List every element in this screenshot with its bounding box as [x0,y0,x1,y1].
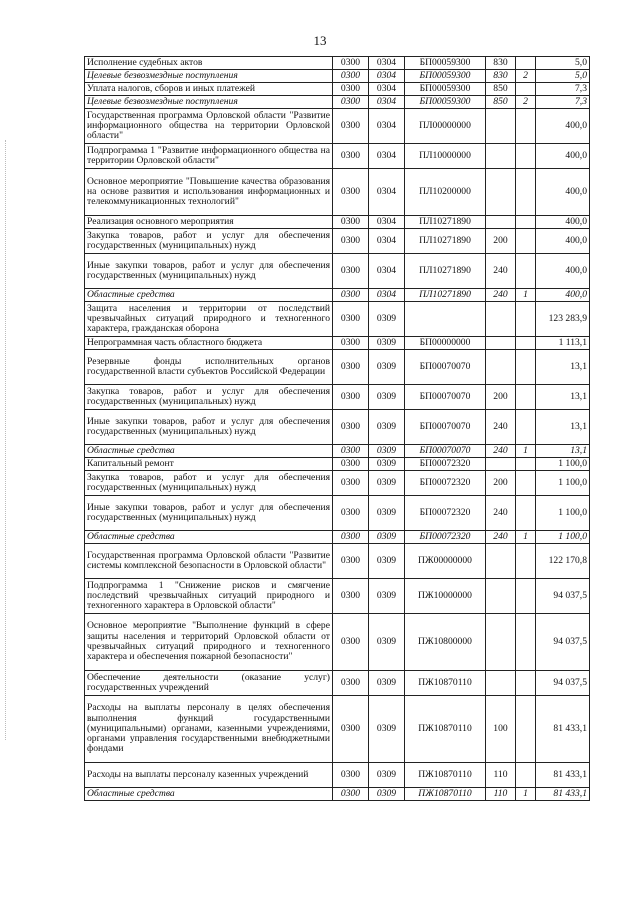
row-amount: 7,3 [536,96,590,109]
row-target-article-code: БП00072320 [405,471,486,496]
row-funding-source-code: 1 [516,289,536,302]
row-target-article-code [405,302,486,337]
row-section-code: 0300 [333,579,369,614]
row-target-article-code: БП00070070 [405,410,486,445]
row-subsection-code: 0309 [369,471,405,496]
table-row [85,350,590,385]
row-expense-type-code [486,302,516,337]
row-section-code: 0300 [333,302,369,337]
row-target-article-code: ПЛ10271890 [405,229,486,254]
row-target-article-code: ПЛ10271890 [405,289,486,302]
table-row [85,410,590,445]
row-amount: 400,0 [536,229,590,254]
row-funding-source-code [516,458,536,471]
row-subsection-code: 0309 [369,788,405,801]
table-row [85,531,590,544]
row-target-article-code: БП00072320 [405,458,486,471]
row-expense-type-code [486,350,516,385]
row-expense-type-code: 200 [486,385,516,410]
row-section-code: 0300 [333,614,369,671]
row-name-cell: Подпрограмма 1 "Развитие информационного общества на территории Орловской области" [85,144,333,169]
row-target-article-code: БП00059300 [405,83,486,96]
row-subsection-code: 0309 [369,544,405,579]
row-expense-type-code: 830 [486,57,516,70]
row-subsection-code: 0309 [369,496,405,531]
row-funding-source-code [516,579,536,614]
row-amount: 400,0 [536,109,590,144]
row-target-article-code: БП00000000 [405,337,486,350]
row-expense-type-code [486,169,516,216]
row-subsection-code: 0309 [369,410,405,445]
row-target-article-code: БП00070070 [405,385,486,410]
row-amount: 5,0 [536,57,590,70]
row-section-code: 0300 [333,144,369,169]
row-subsection-code: 0304 [369,57,405,70]
table-row [85,109,590,144]
row-subsection-code: 0309 [369,763,405,788]
row-funding-source-code [516,614,536,671]
row-name-cell: Целевые безвозмездные поступления [85,70,333,83]
row-section-code: 0300 [333,788,369,801]
row-name-cell: Областные средства [85,788,333,801]
row-target-article-code: БП00070070 [405,350,486,385]
row-amount: 94 037,5 [536,671,590,696]
row-funding-source-code [516,337,536,350]
budget-table-body [85,57,590,801]
row-amount: 13,1 [536,410,590,445]
row-subsection-code: 0304 [369,96,405,109]
row-name-cell: Областные средства [85,531,333,544]
row-amount: 400,0 [536,169,590,216]
row-subsection-code: 0309 [369,385,405,410]
row-name-cell: Капитальный ремонт [85,458,333,471]
table-row [85,579,590,614]
row-name-cell: Резервные фонды исполнительных органов государственной власти субъектов Российской Федерации [85,350,333,385]
row-subsection-code: 0309 [369,579,405,614]
row-section-code: 0300 [333,410,369,445]
table-row [85,216,590,229]
table-row [85,83,590,96]
table-row [85,496,590,531]
row-amount: 5,0 [536,70,590,83]
row-section-code: 0300 [333,496,369,531]
row-funding-source-code [516,350,536,385]
row-target-article-code: ПЖ10870110 [405,696,486,763]
row-expense-type-code: 240 [486,410,516,445]
row-expense-type-code: 830 [486,70,516,83]
page-number: 13 [313,33,327,48]
row-subsection-code: 0304 [369,169,405,216]
row-section-code: 0300 [333,337,369,350]
row-expense-type-code: 240 [486,254,516,289]
row-name-cell: Иные закупки товаров, работ и услуг для обеспечения государственных (муниципальных) нужд [85,410,333,445]
row-target-article-code: БП00070070 [405,445,486,458]
row-expense-type-code: 240 [486,445,516,458]
row-funding-source-code [516,229,536,254]
row-target-article-code: ПЖ10870110 [405,671,486,696]
row-funding-source-code [516,302,536,337]
row-section-code: 0300 [333,458,369,471]
row-section-code: 0300 [333,385,369,410]
table-row [85,614,590,671]
table-row [85,229,590,254]
row-name-cell: Областные средства [85,289,333,302]
table-row [85,763,590,788]
table-row [85,671,590,696]
row-name-cell: Защита населения и территории от последствий чрезвычайных ситуаций природного и техногенного характера, гражданская оборона [85,302,333,337]
row-section-code: 0300 [333,471,369,496]
row-target-article-code: ПЛ00000000 [405,109,486,144]
row-subsection-code: 0304 [369,109,405,144]
row-name-cell: Подпрограмма 1 "Снижение рисков и смягчение последствий чрезвычайных ситуаций природного и техногенного характера в Орловской области" [85,579,333,614]
row-funding-source-code: 1 [516,788,536,801]
row-funding-source-code [516,385,536,410]
row-expense-type-code: 110 [486,788,516,801]
row-funding-source-code [516,169,536,216]
table-row [85,144,590,169]
table-row [85,788,590,801]
row-funding-source-code: 1 [516,445,536,458]
row-subsection-code: 0309 [369,696,405,763]
row-amount: 123 283,9 [536,302,590,337]
row-name-cell: Основное мероприятие "Выполнение функций в сфере защиты населения и территорий Орловской области от чрезвычайных ситуаций природного и техногенного характера и обеспечения пожарной безопасности" [85,614,333,671]
row-name-cell: Обеспечение деятельности (оказание услуг) государственных учреждений [85,671,333,696]
table-row [85,254,590,289]
row-amount: 13,1 [536,445,590,458]
table-row [85,696,590,763]
row-funding-source-code [516,671,536,696]
row-expense-type-code [486,579,516,614]
row-target-article-code: ПЛ10271890 [405,254,486,289]
row-amount: 400,0 [536,254,590,289]
row-funding-source-code [516,763,536,788]
row-funding-source-code: 1 [516,531,536,544]
row-funding-source-code [516,471,536,496]
row-name-cell: Закупка товаров, работ и услуг для обеспечения государственных (муниципальных) нужд [85,229,333,254]
row-funding-source-code [516,83,536,96]
row-target-article-code: ПЖ10870110 [405,763,486,788]
row-amount: 1 100,0 [536,458,590,471]
table-row [85,169,590,216]
row-target-article-code: БП00059300 [405,70,486,83]
row-section-code: 0300 [333,671,369,696]
row-amount: 13,1 [536,350,590,385]
row-amount: 122 170,8 [536,544,590,579]
row-subsection-code: 0309 [369,350,405,385]
row-amount: 400,0 [536,289,590,302]
row-subsection-code: 0304 [369,289,405,302]
row-amount: 1 100,0 [536,531,590,544]
row-expense-type-code: 240 [486,531,516,544]
row-amount: 1 100,0 [536,471,590,496]
row-target-article-code: БП00059300 [405,96,486,109]
row-name-cell: Иные закупки товаров, работ и услуг для обеспечения государственных (муниципальных) нужд [85,496,333,531]
row-expense-type-code [486,458,516,471]
table-row [85,289,590,302]
row-expense-type-code: 200 [486,471,516,496]
row-funding-source-code [516,109,536,144]
row-expense-type-code [486,337,516,350]
row-expense-type-code: 110 [486,763,516,788]
table-row [85,302,590,337]
row-funding-source-code [516,544,536,579]
row-expense-type-code [486,216,516,229]
row-funding-source-code: 2 [516,70,536,83]
row-expense-type-code: 240 [486,289,516,302]
row-name-cell: Исполнение судебных актов [85,57,333,70]
row-subsection-code: 0309 [369,445,405,458]
row-target-article-code: ПЖ00000000 [405,544,486,579]
row-amount: 7,3 [536,83,590,96]
row-target-article-code: ПЖ10000000 [405,579,486,614]
row-amount: 1 100,0 [536,496,590,531]
row-section-code: 0300 [333,109,369,144]
row-section-code: 0300 [333,531,369,544]
row-name-cell: Закупка товаров, работ и услуг для обеспечения государственных (муниципальных) нужд [85,385,333,410]
table-row [85,57,590,70]
row-section-code: 0300 [333,289,369,302]
row-section-code: 0300 [333,350,369,385]
row-name-cell: Расходы на выплаты персоналу в целях обеспечения выполнения функций государственными (муниципальными) органами, казенными учреждениями, органами управления государственными внебюджетными фондами [85,696,333,763]
row-expense-type-code: 240 [486,496,516,531]
row-expense-type-code: 200 [486,229,516,254]
row-expense-type-code [486,614,516,671]
row-name-cell: Реализация основного мероприятия [85,216,333,229]
row-subsection-code: 0309 [369,614,405,671]
row-name-cell: Иные закупки товаров, работ и услуг для обеспечения государственных (муниципальных) нужд [85,254,333,289]
row-funding-source-code [516,410,536,445]
row-name-cell: Расходы на выплаты персоналу казенных учреждений [85,763,333,788]
row-subsection-code: 0309 [369,337,405,350]
row-amount: 81 433,1 [536,788,590,801]
table-row [85,96,590,109]
row-amount: 81 433,1 [536,696,590,763]
row-funding-source-code: 2 [516,96,536,109]
row-target-article-code: БП00072320 [405,531,486,544]
row-section-code: 0300 [333,216,369,229]
table-row [85,70,590,83]
row-section-code: 0300 [333,445,369,458]
row-target-article-code: ПЛ10200000 [405,169,486,216]
table-row [85,445,590,458]
row-funding-source-code [516,216,536,229]
row-amount: 94 037,5 [536,614,590,671]
row-expense-type-code: 850 [486,83,516,96]
row-target-article-code: ПЛ10271890 [405,216,486,229]
row-name-cell: Областные средства [85,445,333,458]
row-funding-source-code [516,496,536,531]
row-expense-type-code [486,109,516,144]
row-subsection-code: 0304 [369,70,405,83]
row-target-article-code: ПЖ10870110 [405,788,486,801]
row-name-cell: Целевые безвозмездные поступления [85,96,333,109]
row-subsection-code: 0304 [369,144,405,169]
row-expense-type-code [486,144,516,169]
row-section-code: 0300 [333,254,369,289]
row-amount: 81 433,1 [536,763,590,788]
row-section-code: 0300 [333,83,369,96]
row-name-cell: Уплата налогов, сборов и иных платежей [85,83,333,96]
row-name-cell: Основное мероприятие "Повышение качества образования на основе развития и использования информационных и телекоммуникационных технологий" [85,169,333,216]
row-name-cell: Закупка товаров, работ и услуг для обеспечения государственных (муниципальных) нужд [85,471,333,496]
binding-margin-dots [5,140,7,740]
row-target-article-code: БП00059300 [405,57,486,70]
budget-table [84,56,590,801]
row-funding-source-code [516,254,536,289]
row-name-cell: Государственная программа Орловской области "Развитие системы комплексной безопасности в Орловской области" [85,544,333,579]
row-expense-type-code [486,544,516,579]
row-amount: 94 037,5 [536,579,590,614]
row-subsection-code: 0304 [369,254,405,289]
row-target-article-code: ПЖ10800000 [405,614,486,671]
row-subsection-code: 0304 [369,229,405,254]
row-funding-source-code [516,696,536,763]
row-section-code: 0300 [333,70,369,83]
row-funding-source-code [516,57,536,70]
row-expense-type-code [486,671,516,696]
row-subsection-code: 0304 [369,83,405,96]
row-subsection-code: 0309 [369,302,405,337]
row-name-cell: Непрограммная часть областного бюджета [85,337,333,350]
row-subsection-code: 0309 [369,531,405,544]
row-section-code: 0300 [333,96,369,109]
table-row [85,544,590,579]
row-expense-type-code: 850 [486,96,516,109]
table-row [85,385,590,410]
table-row [85,337,590,350]
row-section-code: 0300 [333,57,369,70]
table-row [85,471,590,496]
table-row [85,458,590,471]
row-amount: 1 113,1 [536,337,590,350]
row-amount: 400,0 [536,144,590,169]
row-amount: 400,0 [536,216,590,229]
row-section-code: 0300 [333,696,369,763]
row-subsection-code: 0309 [369,458,405,471]
row-name-cell: Государственная программа Орловской области "Развитие информационного общества на территории Орловской области" [85,109,333,144]
row-subsection-code: 0309 [369,671,405,696]
row-expense-type-code: 100 [486,696,516,763]
row-section-code: 0300 [333,169,369,216]
row-section-code: 0300 [333,229,369,254]
row-target-article-code: ПЛ10000000 [405,144,486,169]
row-funding-source-code [516,144,536,169]
row-amount: 13,1 [536,385,590,410]
row-section-code: 0300 [333,544,369,579]
row-target-article-code: БП00072320 [405,496,486,531]
row-section-code: 0300 [333,763,369,788]
row-subsection-code: 0304 [369,216,405,229]
